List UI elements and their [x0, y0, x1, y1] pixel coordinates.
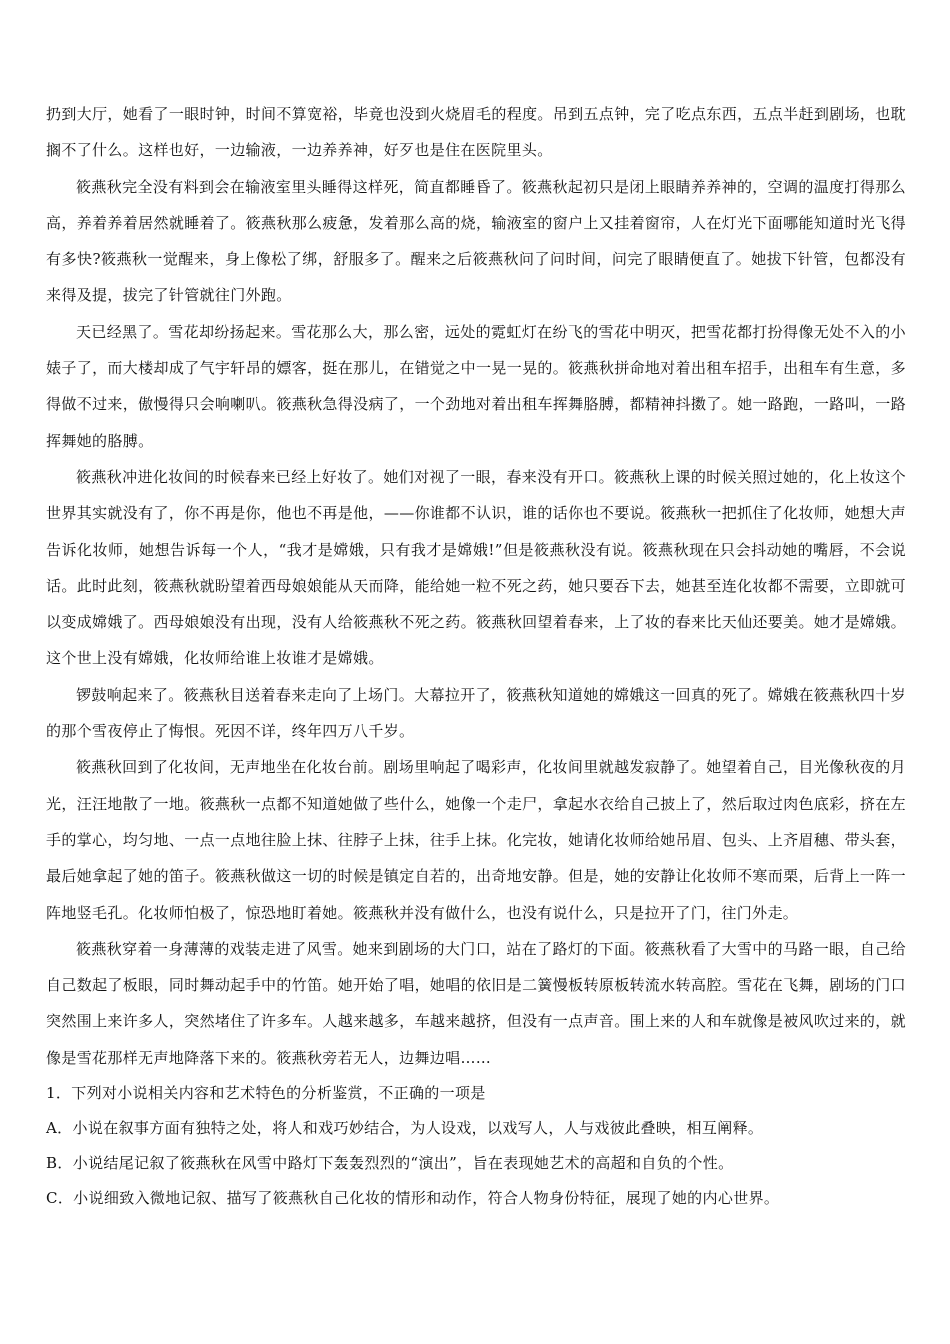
question-block [46, 1076, 906, 1216]
passage-paragraph: 扔到大厅，她看了一眼时钟，时间不算宽裕，毕竟也没到火烧眉毛的程度。吊到五点钟，完了吃点东西，五点半赶到剧场，也耽搁不了什么。这样也好，一边输液，一边养养神，好歹也是住在医院里头。 [46, 105, 906, 160]
passage-paragraph: 筱燕秋回到了化妆间，无声地坐在化妆台前。剧场里响起了喝彩声，化妆间里就越发寂静了。她望着自己，目光像秋夜的月光，汪汪地散了一地。筱燕秋一点都不知道她做了些什么，她像一个走尸，拿起水衣给自己披上了，然后取过肉色底彩，挤在左手的掌心，均匀地、一点一点地往脸上抹、往脖子上抹，往手上抹。化完妆，她请化妆师给她吊眉、包头、上齐眉穗、带头套，最后她拿起了她的笛子。筱燕秋做这一切的时候是镇定自若的，出奇地安静。但是，她的安静让化妆师不寒而栗，后背上一阵一阵地竖毛孔。化妆师怕极了，惊恐地盯着她。筱燕秋并没有做什么，也没有说什么，只是拉开了门，往门外走。 [46, 758, 906, 922]
passage-paragraph: 筱燕秋完全没有料到会在输液室里头睡得这样死，简直都睡昏了。筱燕秋起初只是闭上眼睛养养神的，空调的温度打得那么高，养着养着居然就睡着了。筱燕秋那么疲惫，发着那么高的烧，输液室的窗户上又挂着窗帘，人在灯光下面哪能知道时光飞得有多快?筱燕秋一觉醒来，身上像松了绑，舒服多了。醒来之后筱燕秋问了问时间，问完了眼睛便直了。她拔下针管，包都没有来得及提，拔完了针管就往门外跑。 [46, 177, 906, 305]
passage-paragraph: 锣鼓响起来了。筱燕秋目送着春来走向了上场门。大幕拉开了，筱燕秋知道她的嫦娥这一回真的死了。嫦娥在筱燕秋四十岁的那个雪夜停止了悔恨。死因不详，终年四万八千岁。 [46, 685, 906, 741]
passage-paragraph: 筱燕秋冲进化妆间的时候春来已经上好妆了。她们对视了一眼，春来没有开口。筱燕秋上课的时候关照过她的，化上妆这个世界其实就没有了，你不再是你，他也不再是他，——你谁都不认识，谁的话你也不要说。筱燕秋一把抓住了化妆师，她想大声告诉化妆师，她想告诉每一个人，“我才是嫦娥，只有我才是嫦娥!”但是筱燕秋没有说。筱燕秋现在只会抖动她的嘴唇，不会说话。此时此刻，筱燕秋就盼望着西母娘娘能从天而降，能给她一粒不死之药，她只要吞下去，她甚至连化妆都不需要，立即就可以变成嫦娥了。西母娘娘没有出现，没有人给筱燕秋不死之药。筱燕秋回望着春来，上了妆的春来比天仙还要美。她才是嫦娥。这个世上没有嫦娥，化妆师给谁上妆谁才是嫦娥。 [46, 467, 906, 668]
novel-passage [46, 96, 906, 1076]
passage-paragraph: 筱燕秋穿着一身薄薄的戏装走进了风雪。她来到剧场的大门口，站在了路灯的下面。筱燕秋看了大雪中的马路一眼，自己给自己数起了板眼，同时舞动起手中的竹笛。她开始了唱，她唱的依旧是二簧慢板转原板转流水转高腔。雪花在飞舞，剧场的门口突然围上来许多人，突然堵住了许多车。人越来越多，车越来越挤，但没有一点声音。围上来的人和车就像是被风吹过来的，就像是雪花那样无声地降落下来的。筱燕秋旁若无人，边舞边唱…… [46, 939, 906, 1067]
option-a: A．小说在叙事方面有独特之处，将人和戏巧妙结合，为人设戏，以戏写人，人与戏彼此叠映，相互阐释。 [46, 1119, 764, 1138]
passage-paragraph: 天已经黑了。雪花却纷扬起来。雪花那么大，那么密，远处的霓虹灯在纷飞的雪花中明灭，把雪花都打扮得像无处不入的小婊子了，而大楼却成了气宇轩昂的嫖客，挺在那儿，在错觉之中一晃一晃的。筱燕秋拼命地对着出租车招手，出租车有生意，多得做不过来，傲慢得只会响喇叭。筱燕秋急得没病了，一个劲地对着出租车挥舞胳膊，都精神抖擞了。她一路跑，一路叫，一路挥舞她的胳膊。 [46, 322, 906, 450]
option-b: B．小说结尾记叙了筱燕秋在风雪中路灯下轰轰烈烈的“演出”，旨在表现她艺术的高超和自负的个性。 [46, 1154, 734, 1173]
question-stem: 1．下列对小说相关内容和艺术特色的分析鉴赏，不正确的一项是 [46, 1084, 486, 1103]
option-c: C．小说细致入微地记叙、描写了筱燕秋自己化妆的情形和动作，符合人物身份特征，展现了她的内心世界。 [46, 1189, 780, 1208]
